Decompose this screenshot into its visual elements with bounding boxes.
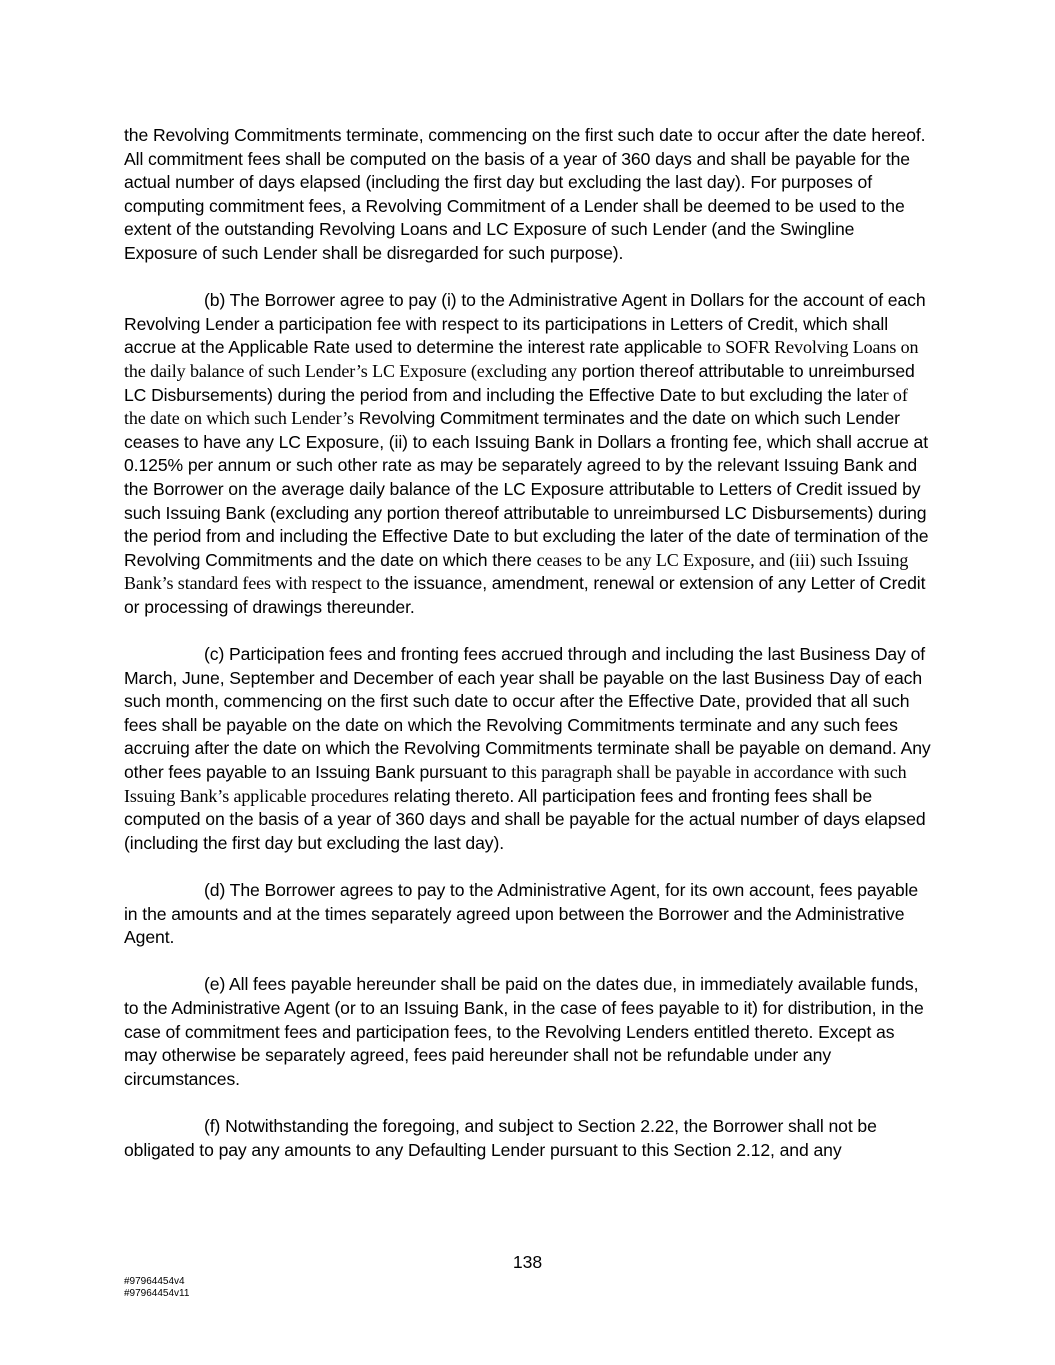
page-number: 138 xyxy=(512,1252,543,1272)
paragraph-continuation xyxy=(124,124,932,266)
paragraph-text: the Revolving Commitments terminate, commencing on the first such date to occur after the date hereof. All commitment fees shall be computed on the basis of a year of 360 days and shall be payable for the actual number of days elapsed (including the first day but excluding the last day). For purposes of computing commitment fees, a Revolving Commitment of a Lender shall be deemed to be used to the extent of the outstanding Revolving Loans and LC Exposure of such Lender (and the Swingline Exposure of such Lender shall be disregarded for such purpose). xyxy=(124,125,926,263)
paragraph-text-serif: er of the date on which such Lender’s xyxy=(124,384,908,429)
document-body xyxy=(124,124,932,1186)
document-id-primary: #97964454v4 xyxy=(124,1276,185,1287)
paragraph-text-serif: ceases to be any LC Exposure, and (iii) such Issuing Bank’s standard fees with respect to xyxy=(124,549,909,594)
paragraph-b xyxy=(124,289,932,619)
paragraph-f xyxy=(124,1115,932,1162)
document-ids xyxy=(124,1276,189,1300)
paragraph-c xyxy=(124,643,932,855)
paragraph-d xyxy=(124,879,932,950)
paragraph-text-serif: to SOFR Revolving Loans on the daily balance of such Lender’s LC Exposure (excluding any xyxy=(124,337,919,381)
paragraph-text: the issuance, amendment, renewal or extension of any Letter of Credit or processing of drawings thereunder. xyxy=(124,573,926,617)
paragraph-text-serif: this paragraph shall be payable in accordance with such Issuing Bank’s applicable procedures xyxy=(124,762,907,806)
paragraph-text: (c) Participation fees and fronting fees accrued through and including the last Business Day of March, June, September and December of each year shall be payable on the last Business Day of each such month, commencing on the first such date to occur after the Effective Date, provided that all such fees shall be payable on the date on which the Revolving Commitments terminate and any such fees accruing after the date on which the Revolving Commitments terminate shall be payable on demand. Any other fees payable to an Issuing Bank pursuant to xyxy=(124,644,931,783)
paragraph-text: portion thereof attributable to unreimbursed LC Disbursements) during the period from and including the Effective Date to but excluding the lat xyxy=(124,360,915,405)
paragraph-e xyxy=(124,973,932,1091)
paragraph-text: (b) The Borrower agree to pay (i) to the Administrative Agent in Dollars for the account of each Revolving Lender a participation fee with respect to its participations in Letters of Credit, which shall accrue at the Applicable Rate used to determine the interest rate applicable xyxy=(124,290,926,358)
paragraph-text: (e) All fees payable hereunder shall be paid on the dates due, in immediately available funds, to the Administrative Agent (or to an Issuing Bank, in the case of fees payable to it) for distribution, in the case of commitment fees and participation fees, to the Revolving Lenders entitled thereto. Except as may otherwise be separately agreed, fees paid hereunder shall not be refundable under any circumstances. xyxy=(124,974,924,1089)
paragraph-text: Revolving Commitment terminates and the date on which such Lender ceases to have any LC Exposure, (ii) to each Issuing Bank in Dollars a fronting fee, which shall accrue at 0.125% per annum or such other rate as may be separately agreed to by the relevant Issuing Bank and the Borrower on the average daily balance of the LC Exposure attributable to Letters of Credit issued by such Issuing Bank (excluding any portion thereof attributable to unreimbursed LC Disbursements) during the period from and including the Effective Date to but excluding the later of the date of termination of the Revolving Commitments and the date on which there xyxy=(124,408,929,570)
paragraph-text: (d) The Borrower agrees to pay to the Administrative Agent, for its own account, fees payable in the amounts and at the times separately agreed upon between the Borrower and the Administrative Agent. xyxy=(124,880,919,948)
paragraph-text: (f) Notwithstanding the foregoing, and subject to Section 2.22, the Borrower shall not be obligated to pay any amounts to any Defaulting Lender pursuant to this Section 2.12, and any xyxy=(124,1115,877,1160)
paragraph-text: relating thereto. All participation fees and fronting fees shall be computed on the basis of a year of 360 days and shall be payable for the actual number of days elapsed (including the first day but excluding the last day). xyxy=(124,785,926,853)
document-id-secondary: #97964454v11 xyxy=(124,1288,190,1299)
